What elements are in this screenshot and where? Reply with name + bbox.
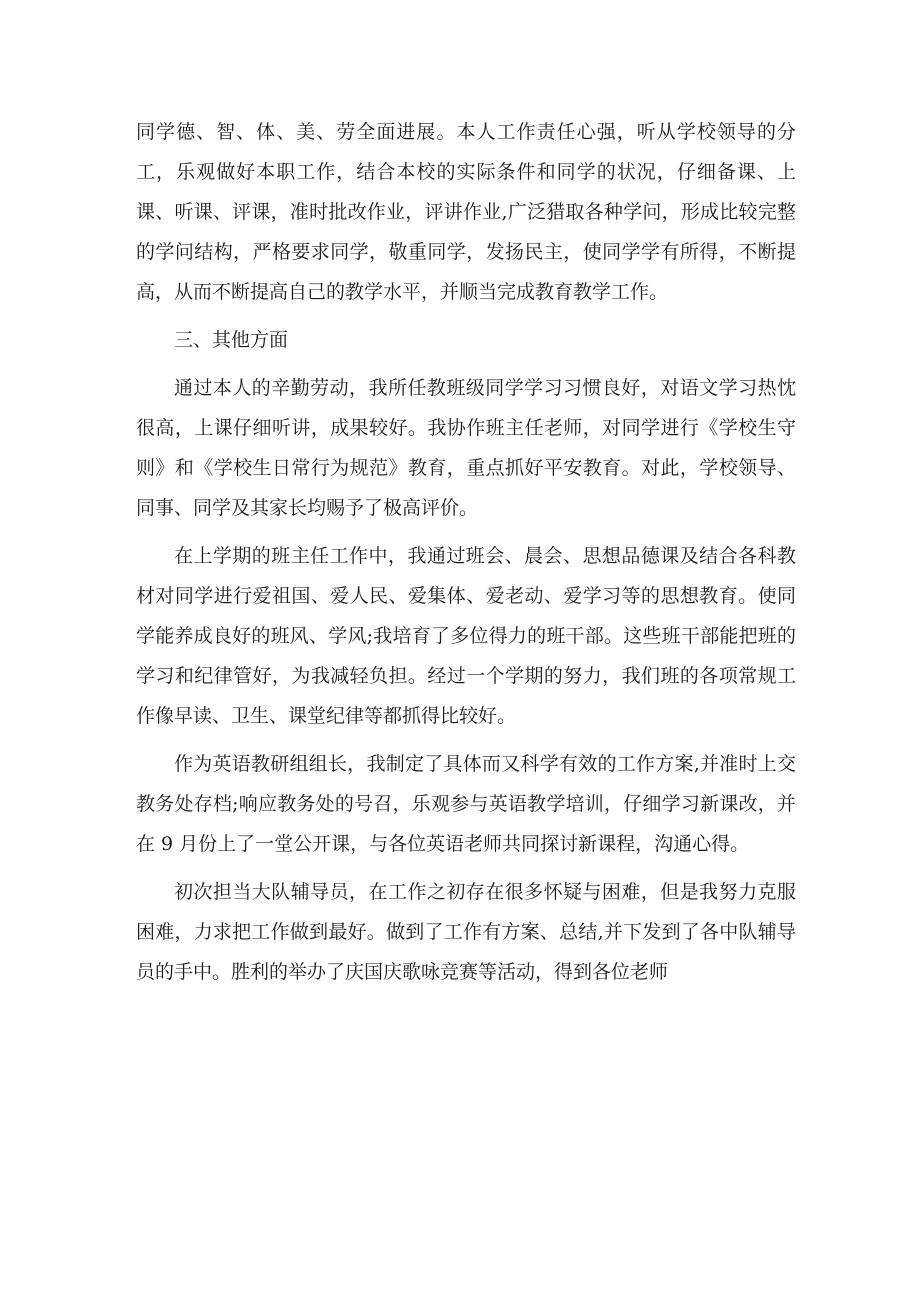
section-heading-other-aspects: 三、其他方面 <box>174 329 289 351</box>
paragraph-continuation: 同学德、智、体、美、劳全面进展。本人工作责任心强，听从学校领导的分工，乐观做好本职工作，结合本校的实际条件和同学的状况，仔细备课、上课、听课、评课，准时批改作业，评讲作业,广泛猎取各种学问，形成比较完整的学问结构，严格要求同学，敬重同学，发扬民主，使同学学有所得，不断提高，从而不断提高自己的教学水平，并顺当完成教育教学工作。 <box>136 121 796 303</box>
paragraph-english-group-leader: 作为英语教研组组长，我制定了具体而又科学有效的工作方案,并准时上交教务处存档;响应教务处的号召，乐观参与英语教学培训，仔细学习新课改，并在 9 月份上了一堂公开课，与各位英语老师共同探讨新课程，沟通心得。 <box>136 753 796 855</box>
paragraph-class-teacher-work: 在上学期的班主任工作中，我通过班会、晨会、思想品德课及结合各科教材对同学进行爱祖国、爱人民、爱集体、爱老动、爱学习等的思想教育。使同学能养成良好的班风、学风;我培育了多位得力的班干部。这些班干部能把班的学习和纪律管好，为我减轻负担。经过一个学期的努力，我们班的各项常规工作像早读、卫生、课堂纪律等都抓得比较好。 <box>136 545 796 727</box>
paragraph-brigade-counselor: 初次担当大队辅导员，在工作之初存在很多怀疑与困难，但是我努力克服困难，力求把工作做到最好。做到了工作有方案、总结,并下发到了各中队辅导员的手中。胜利的举办了庆国庆歌咏竞赛等活动，得到各位老师 <box>136 881 796 983</box>
paragraph-teaching-results: 通过本人的辛勤劳动，我所任教班级同学学习习惯良好，对语文学习热忱很高，上课仔细听讲，成果较好。我协作班主任老师，对同学进行《学校生守则》和《学校生日常行为规范》教育，重点抓好平安教育。对此，学校领导、同事、同学及其家长均赐予了极高评价。 <box>136 377 796 519</box>
document-body <box>136 112 796 1000</box>
